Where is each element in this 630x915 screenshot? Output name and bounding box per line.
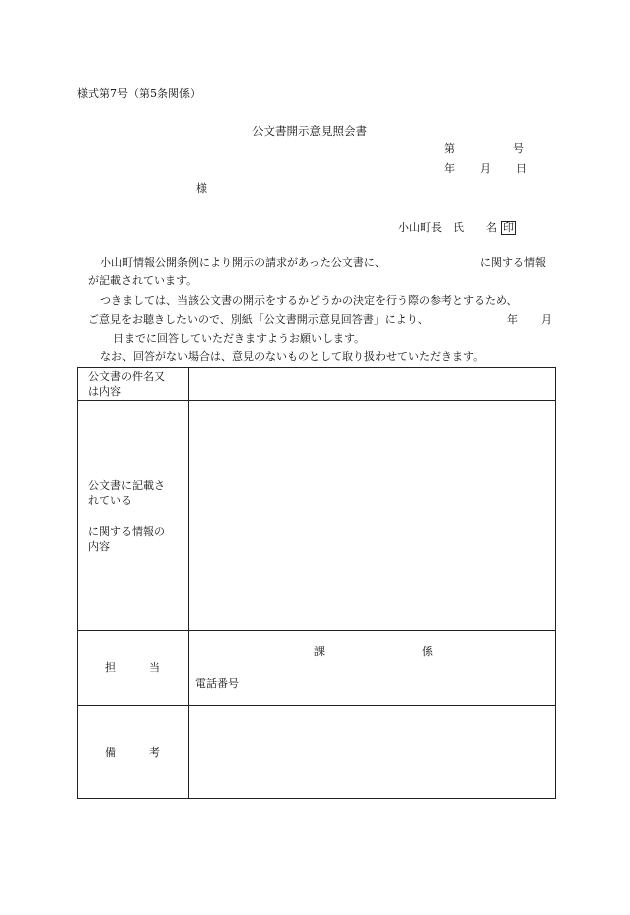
paragraph2-line3: 日までに回答していただきますようお願いします。 <box>113 332 366 345</box>
number-prefix: 第 <box>444 142 455 155</box>
row4-value-cell <box>189 706 555 798</box>
seal-mark: 印 <box>503 221 514 234</box>
paragraph2-line1: つきましては、当該公文書の開示をするかどうかの決定を行う際の参考とするため、 <box>100 294 518 307</box>
date-day-label: 日 <box>516 162 527 175</box>
row4-label: 備 考 <box>105 746 160 759</box>
date-year-label: 年 <box>444 162 455 175</box>
date-month-label: 月 <box>480 162 491 175</box>
paragraph3: なお、回答がない場合は、意見のないものとして取り扱わせていただきます。 <box>100 350 485 363</box>
paragraph1-line1-a: 小山町情報公開条例により開示の請求があった公文書に、 <box>100 256 386 269</box>
table-row-divider <box>78 630 555 631</box>
information-table <box>77 367 556 799</box>
row1-label: 公文書の件名又 は内容 <box>88 370 165 398</box>
sender-name: 小山町長 氏 名 <box>398 221 497 234</box>
paragraph1-line2: が記載されています。 <box>88 274 198 287</box>
number-suffix: 号 <box>513 142 524 155</box>
row3-phone-label: 電話番号 <box>195 677 239 690</box>
addressee-suffix: 様 <box>196 182 207 195</box>
row1-value-cell <box>189 401 555 629</box>
form-number: 様式第7号（第5条関係） <box>77 87 201 100</box>
paragraph1-line1-b: に関する情報 <box>480 256 546 269</box>
row2-label: 公文書に記載さ れている に関する情報の 内容 <box>88 479 165 553</box>
row3-kakari-label: 係 <box>422 645 433 658</box>
row3-ka-label: 課 <box>314 645 325 658</box>
paragraph2-line2: ご意見をお聴きしたいので、別紙「公文書開示意見回答書」により、 <box>88 313 429 326</box>
paragraph2-year-label: 年 <box>507 313 518 326</box>
paragraph2-month-label: 月 <box>541 313 552 326</box>
sender-line <box>398 219 516 235</box>
row3-label: 担 当 <box>105 661 160 674</box>
document-title: 公文書開示意見照会書 <box>252 124 367 138</box>
